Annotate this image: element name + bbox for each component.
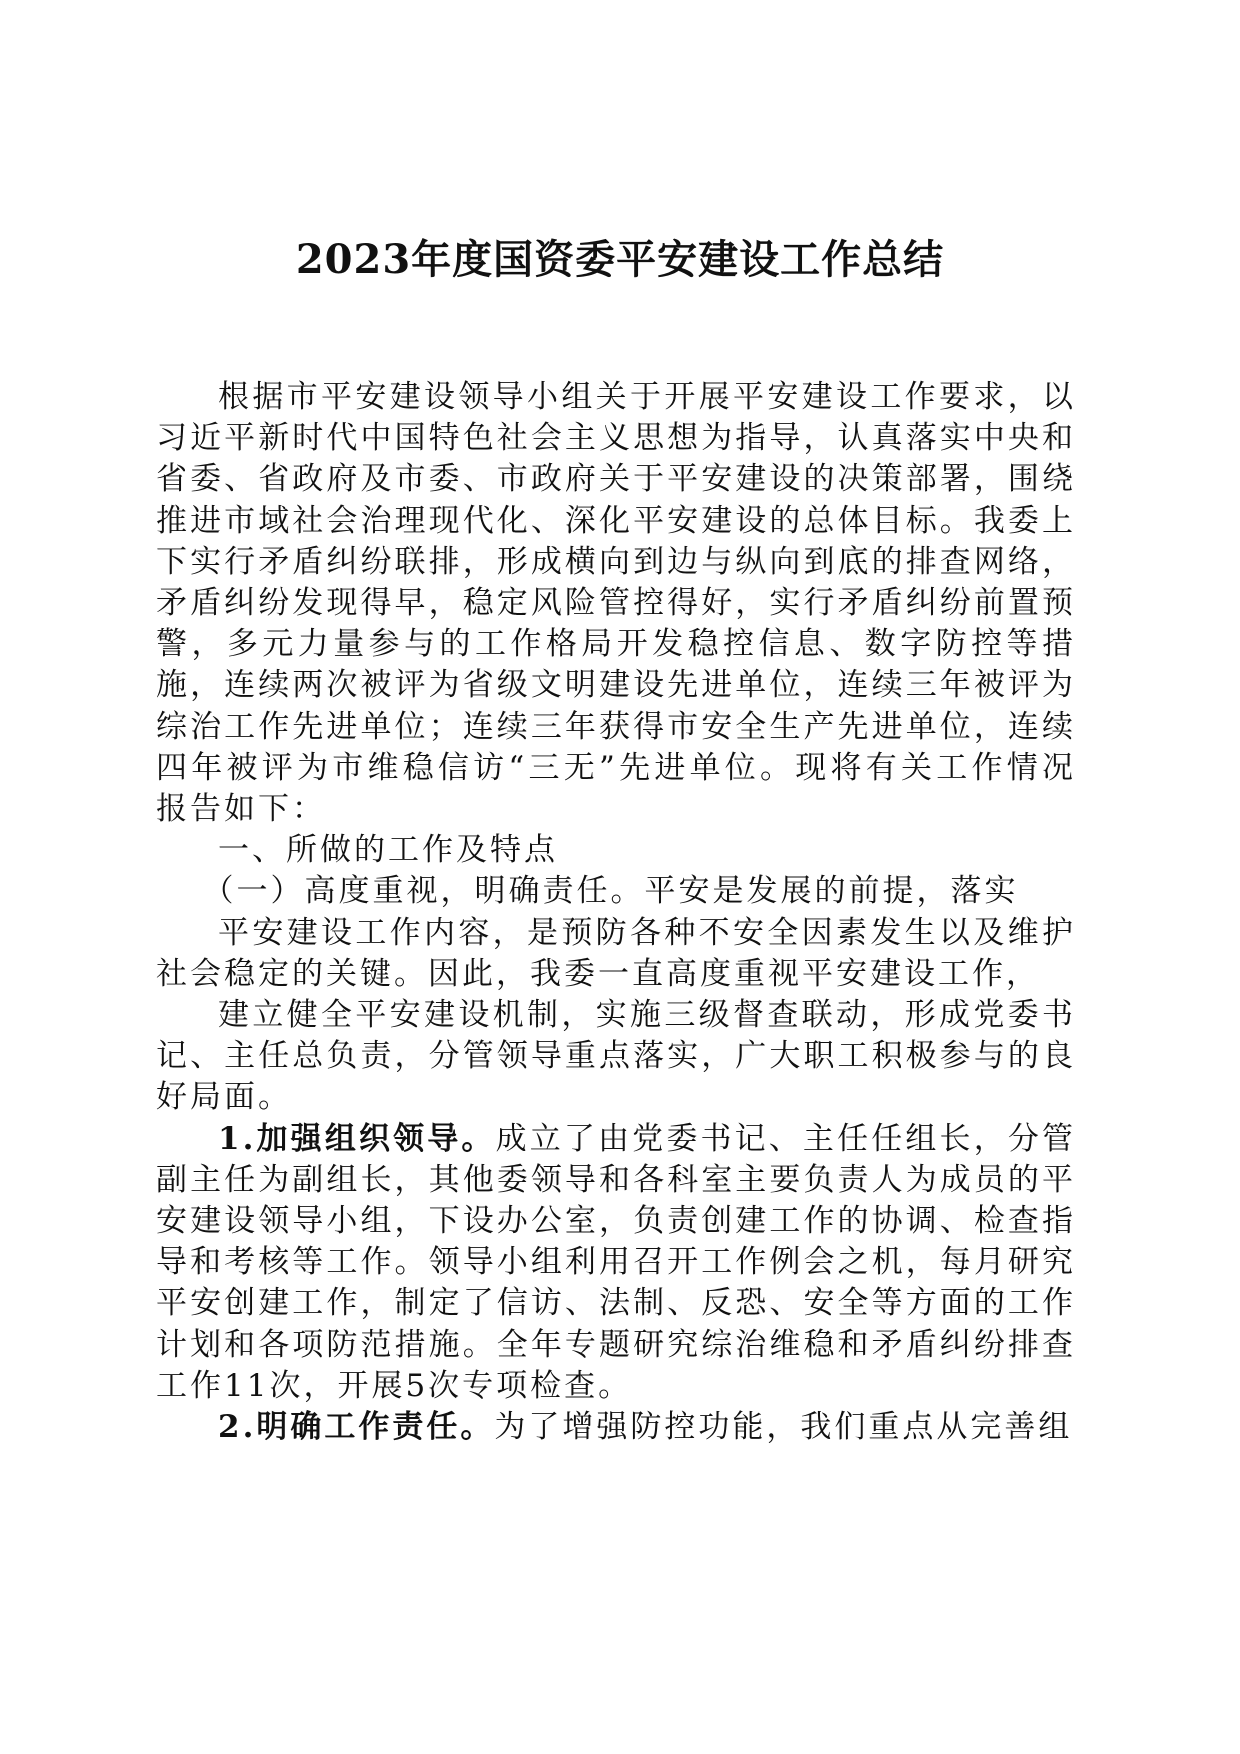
safety-paragraph: 平安建设工作内容，是预防各种不安全因素发生以及维护社会稳定的关键。因此，我委一直高度重视平安建设工作，: [156, 914, 1076, 992]
section-heading: 一、所做的工作及特点: [218, 832, 558, 869]
intro-paragraph: 根据市平安建设领导小组关于开展平安建设工作要求，以习近平新时代中国特色社会主义思想为指导，认真落实中央和省委、省政府及市委、市政府关于平安建设的决策部署，围绕推进市域社会治理现代化、深化平安建设的总体目标。我委上下实行矛盾纠纷联排，形成横向到边与纵向到底的排查网络，矛盾纠纷发现得早，稳定风险管控得好，实行矛盾纠纷前置预警，多元力量参与的工作格局开发稳控信息、数字防控等措施，连续两次被评为省级文明建设先进单位，连续三年被评为综治工作先进单位；连续三年获得市安全生产先进单位，连续四年被评为市维稳信访“三无”先进单位。现将有关工作情况报告如下：: [156, 379, 1076, 828]
item-1-paragraph: [156, 1119, 1076, 1407]
subsection-heading: （一）高度重视，明确责任。平安是发展的前提，落实: [202, 873, 1019, 910]
item-1-text: 成立了由党委书记、主任任组长，分管副主任为副组长，其他委领导和各科室主要负责人为成员的平安建设领导小组，下设办公室，负责创建工作的协调、检查指导和考核等工作。领导小组利用召开工作例会之机，每月研究平安创建工作，制定了信访、法制、反恐、安全等方面的工作计划和各项防范措施。全年专题研究综治维稳和矛盾纠纷排查工作11次，开展5次专项检查。: [156, 1120, 1076, 1404]
item-1-lead: 1.加强组织领导。: [218, 1120, 496, 1157]
document-title: 2023年度国资委平安建设工作总结: [295, 236, 945, 283]
item-2-lead: 2.明确工作责任。: [218, 1409, 495, 1446]
item-2-paragraph: [156, 1407, 1076, 1448]
mechanism-paragraph: 建立健全平安建设机制，实施三级督查联动，形成党委书记、主任总负责，分管领导重点落实，广大职工积极参与的良好局面。: [156, 997, 1076, 1116]
item-2-text: 为了增强防控功能，我们重点从完善组: [494, 1409, 1073, 1446]
document-body: [156, 377, 1076, 1448]
